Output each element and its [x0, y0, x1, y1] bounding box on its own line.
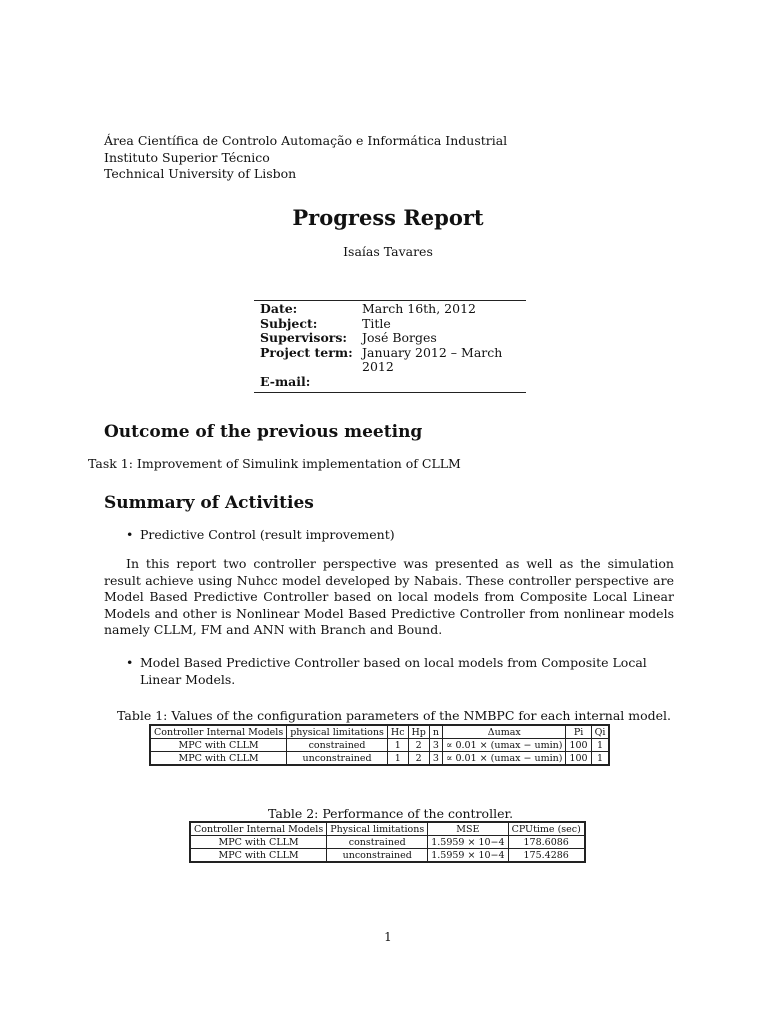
bullet-dot-icon: •: [126, 655, 134, 670]
section-heading-summary: Summary of Activities: [104, 493, 314, 513]
info-key: Supervisors:: [260, 330, 348, 346]
table-cell: constrained: [327, 836, 428, 849]
table-row: [150, 752, 609, 766]
table1: [149, 724, 610, 766]
info-key: Subject:: [260, 315, 318, 331]
table-cell: 178.6086: [508, 836, 585, 849]
table-cell: 2: [408, 739, 429, 752]
table-cell: 100: [566, 739, 591, 752]
table-cell: MPC with CLLM: [150, 739, 287, 752]
table-cell: 3: [429, 752, 442, 766]
info-key: E-mail:: [260, 373, 311, 389]
affiliation-line: Instituto Superior Técnico: [104, 149, 270, 165]
table-header: Physical limitations: [327, 822, 428, 836]
info-row-email: [254, 375, 526, 390]
table1-caption: Table 1: Values of the configuration parameters of the NMBPC for each internal model.: [117, 708, 672, 723]
table-header: MSE: [428, 822, 508, 836]
info-key: Project term:: [260, 344, 353, 360]
info-row-subject: [254, 317, 526, 332]
info-value: January 2012 – March 2012: [362, 344, 503, 375]
info-value: José Borges: [362, 330, 437, 346]
table-cell: constrained: [287, 739, 388, 752]
section-heading-outcome: Outcome of the previous meeting: [104, 422, 423, 442]
table-header: Δumax: [443, 725, 566, 739]
page-number: 1: [384, 930, 392, 944]
bullet-item: [126, 526, 676, 543]
table-header-row: [190, 822, 585, 836]
table-row: [190, 849, 585, 863]
table2-caption: Table 2: Performance of the controller.: [268, 806, 514, 821]
table-header: Controller Internal Models: [150, 725, 287, 739]
table-cell: 3: [429, 739, 442, 752]
table-row: [150, 739, 609, 752]
table-cell: ∝ 0.01 × (umax − umin): [443, 752, 566, 766]
table-cell: 1: [591, 739, 609, 752]
table-cell: MPC with CLLM: [190, 849, 327, 863]
table-header: physical limitations: [287, 725, 388, 739]
table-cell: 1: [387, 739, 408, 752]
info-table: [254, 300, 526, 393]
info-key: Date:: [260, 301, 298, 316]
bullet-text: Predictive Control (result improvement): [140, 527, 395, 542]
table-cell: unconstrained: [327, 849, 428, 863]
table-header: Qi: [591, 725, 609, 739]
table-header: n: [429, 725, 442, 739]
document-author: Isaías Tavares: [343, 244, 433, 259]
table-cell: MPC with CLLM: [190, 836, 327, 849]
info-value: March 16th, 2012: [362, 301, 476, 316]
info-value: Title: [362, 315, 391, 331]
table-header: Hp: [408, 725, 429, 739]
task-line: Task 1: Improvement of Simulink implementation of CLLM: [88, 456, 461, 471]
summary-paragraph: In this report two controller perspective was presented as well as the simulation result achieve using Nuhcc model developed by Nabais. These controller perspective are Model Based Predictive Controller based on local models from Composite Local Linear Models and other is Nonlinear Model Based Predictive Controller from nonlinear models namely CLLM, FM and ANN with Branch and Bound.: [104, 556, 674, 638]
table-header-row: [150, 725, 609, 739]
affiliation-line: Área Científica de Controlo Automação e Informática Industrial: [104, 133, 508, 148]
affiliation-block: [104, 133, 507, 183]
table-header: Controller Internal Models: [190, 822, 327, 836]
table-cell: 1: [387, 752, 408, 766]
table-cell: 1.5959 × 10−4: [428, 849, 508, 863]
table-cell: 1: [591, 752, 609, 766]
table2: [189, 821, 586, 863]
bullet-text: Model Based Predictive Controller based on local models from Composite Local Linear Models.: [140, 655, 647, 687]
info-row-supervisors: [254, 331, 526, 346]
table-row: [190, 836, 585, 849]
document-title: Progress Report: [292, 205, 484, 230]
table-header: Hc: [387, 725, 408, 739]
table-header: Pi: [566, 725, 591, 739]
table-cell: unconstrained: [287, 752, 388, 766]
bullet-item: [126, 654, 676, 688]
affiliation-line: Technical University of Lisbon: [104, 166, 297, 181]
bullet-dot-icon: •: [126, 527, 134, 542]
table-cell: 100: [566, 752, 591, 766]
table-cell: MPC with CLLM: [150, 752, 287, 766]
info-row-date: [254, 302, 526, 317]
table-cell: 1.5959 × 10−4: [428, 836, 508, 849]
info-value: [362, 375, 526, 390]
table-cell: 175.4286: [508, 849, 585, 863]
info-row-project-term: [254, 346, 526, 375]
table-cell: 2: [408, 752, 429, 766]
table-header: CPUtime (sec): [508, 822, 585, 836]
table-cell: ∝ 0.01 × (umax − umin): [443, 739, 566, 752]
